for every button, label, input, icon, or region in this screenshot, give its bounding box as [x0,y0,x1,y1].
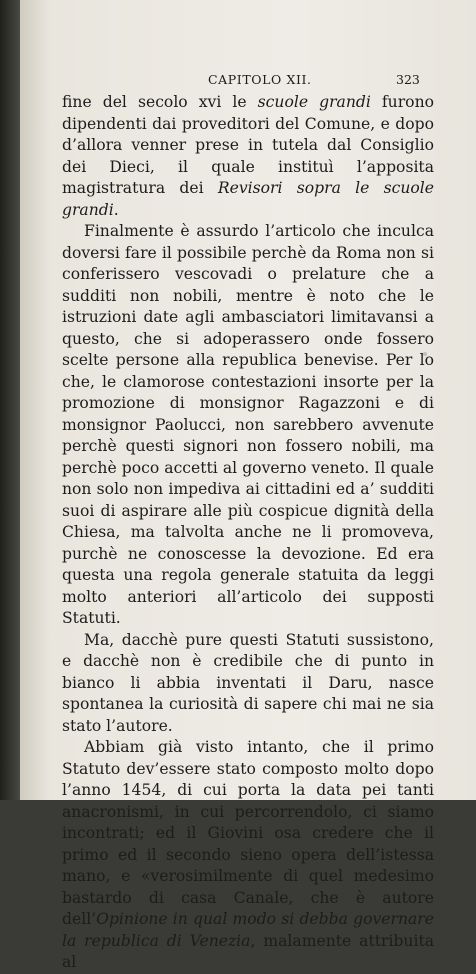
paragraph [62,221,434,630]
text-run: xvi [198,93,222,111]
italic-text: Opinione in qual modo si debba governare la republica di Venezia [62,910,434,950]
text-run: Abbiam già visto intanto, che il primo Statuto dev’essere stato composto molto dopo l’anno 1454, di cui porta la data pei tanti anacronismi, in cui percorrendolo, ci siamo incontrati; ed il Giovini osa credere che il primo ed il secondo sieno opera dell’istessa mano, e «verosimilmente di quel medesimo bastardo di casa Canale, che è autore dell’ [62,738,434,928]
book-page [20,0,476,971]
paper-spot [236,765,239,768]
body-text [62,92,434,974]
italic-text: Revisori sopra le scuole grandi [62,179,434,219]
book-spine-shadow [0,0,20,800]
text-run: Ma, dacchè pure questi Statuti sussistono, e dacchè non è credibile che di punto in bianco li abbia inventati il Daru, nasce spontanea la curiosità di sapere chi mai ne sia stato l’autore. [62,630,434,735]
text-run: furono dipendenti dai proveditori del Comune, e dopo d’allora venner prese in tutela dal Consiglio dei Dieci, il quale instituì l’apposita magistratura dei [62,93,434,197]
page-header [20,72,476,92]
text-run: , malamente attribuita al [62,931,435,971]
paragraph [62,737,434,974]
text-run: . [113,200,119,219]
paragraph [62,92,434,221]
page-number: 323 [396,72,420,87]
text-run: le [221,93,258,111]
running-title: CAPITOLO XII. [208,72,312,87]
paper-spot [423,352,427,356]
italic-text: scuole grandi [257,93,371,111]
text-run: fine del secolo [62,93,199,111]
paragraph [62,630,434,738]
text-run: Finalmente è assurdo l’articolo che inculca doversi fare il possibile perchè da Roma non si conferissero vescovadi o prelature che a sudditi non nobili, mentre è noto che le istruzioni date agli ambasciatori limitavansi a questo, che si adoperassero onde fossero scelte persone alla republica benevise. Per lo che, le clamorose contestazioni insorte per la promozione di monsignor Ragazzoni e di monsignor Paolucci, non sarebbero avvenute perchè questi signori non fossero nobili, ma perchè poco accetti al governo veneto. Il quale non solo non impediva ai cittadini ed a’ sudditi suoi di aspirare alle più cospicue dignità della Chiesa, ma talvolta anche ne li promoveva, purchè ne conoscesse la devozione. Ed era questa una regola generale statuita da leggi molto anteriori all’articolo dei supposti Statuti. [62,222,434,627]
